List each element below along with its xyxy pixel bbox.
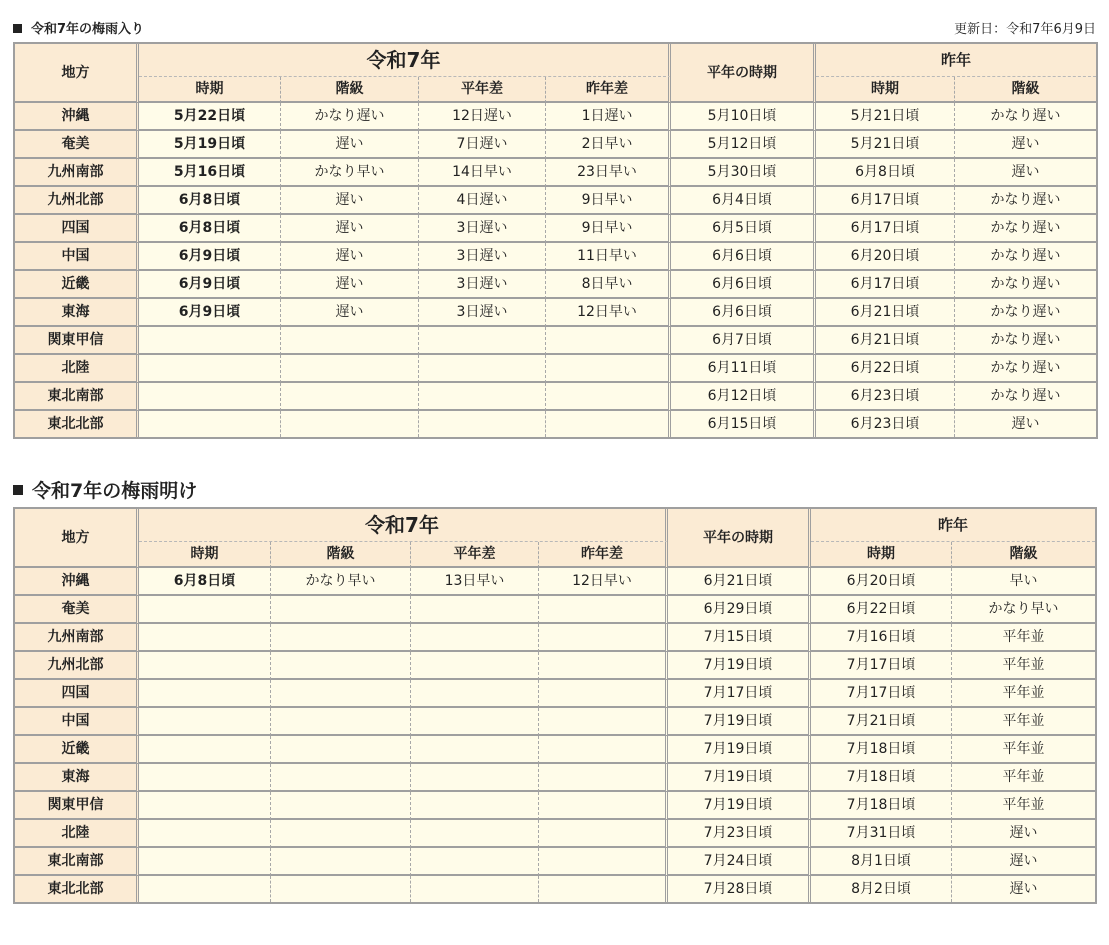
date-cell: 6月8日頃 <box>139 215 281 243</box>
rank-cell: 遅い <box>281 187 419 215</box>
tsuyuake-header <box>13 481 1096 501</box>
last-year-rank-cell: かなり遅い <box>955 215 1096 243</box>
region-cell: 奄美 <box>15 131 139 159</box>
date-cell <box>139 848 271 876</box>
region-cell: 東北北部 <box>15 411 139 437</box>
date-cell: 6月9日頃 <box>139 299 281 327</box>
last-year-date-cell: 6月17日頃 <box>816 271 955 299</box>
region-cell: 九州南部 <box>15 159 139 187</box>
date-cell <box>139 764 271 792</box>
last-year-date-cell: 7月17日頃 <box>811 680 952 708</box>
normal-date-cell: 7月24日頃 <box>668 848 811 876</box>
last-year-date-cell: 5月21日頃 <box>816 103 955 131</box>
date-cell <box>139 383 281 411</box>
date-cell: 6月9日頃 <box>139 243 281 271</box>
date-cell: 5月22日頃 <box>139 103 281 131</box>
date-cell <box>139 327 281 355</box>
normal-date-cell: 7月19日頃 <box>668 736 811 764</box>
normal-date-cell: 6月6日頃 <box>671 299 816 327</box>
last-year-diff-cell: 11日早い <box>546 243 671 271</box>
normal-date-cell: 5月30日頃 <box>671 159 816 187</box>
last-year-diff-cell: 12日早い <box>539 568 668 596</box>
updated-date: 更新日：令和7年6月9日 <box>954 22 1096 37</box>
tsuyuiri-title-text: 令和7年の梅雨入り <box>31 22 145 37</box>
table-row <box>15 568 1095 596</box>
last-year-diff-cell: 9日早い <box>546 187 671 215</box>
date-cell <box>139 820 271 848</box>
subheader-normal-diff: 平年差 <box>419 77 546 103</box>
region-cell: 中国 <box>15 708 139 736</box>
normal-date-cell: 7月23日頃 <box>668 820 811 848</box>
normal-diff-cell <box>411 792 539 820</box>
last-year-diff-cell: 8日早い <box>546 271 671 299</box>
last-year-date-cell: 7月31日頃 <box>811 820 952 848</box>
last-year-rank-cell: かなり遅い <box>955 187 1096 215</box>
normal-diff-cell <box>411 736 539 764</box>
subheader-last-year-date: 時期 <box>811 542 952 568</box>
normal-date-cell: 6月21日頃 <box>668 568 811 596</box>
last-year-diff-cell <box>546 383 671 411</box>
last-year-diff-cell <box>539 820 668 848</box>
normal-diff-cell <box>411 596 539 624</box>
last-year-rank-cell: 遅い <box>955 411 1096 437</box>
last-year-diff-cell <box>539 876 668 902</box>
rank-cell <box>271 708 411 736</box>
region-cell: 東北北部 <box>15 876 139 902</box>
normal-date-cell: 6月4日頃 <box>671 187 816 215</box>
tsuyuake-section <box>13 481 1096 904</box>
tsuyuake-title-text: 令和7年の梅雨明け <box>32 480 198 502</box>
normal-diff-cell: 3日遅い <box>419 271 546 299</box>
last-year-date-cell: 6月21日頃 <box>816 327 955 355</box>
table-row <box>15 327 1096 355</box>
normal-date-cell: 7月15日頃 <box>668 624 811 652</box>
square-bullet-icon <box>13 24 22 33</box>
normal-diff-cell: 3日遅い <box>419 243 546 271</box>
normal-diff-cell <box>411 876 539 902</box>
last-year-diff-cell <box>539 652 668 680</box>
last-year-date-cell: 6月23日頃 <box>816 383 955 411</box>
subheader-normal-diff: 平年差 <box>411 542 539 568</box>
header-this-year: 令和7年 <box>139 44 671 77</box>
rank-cell <box>271 876 411 902</box>
table-row <box>15 596 1095 624</box>
last-year-date-cell: 8月2日頃 <box>811 876 952 902</box>
table-row <box>15 271 1096 299</box>
subheader-last-year-date: 時期 <box>816 77 955 103</box>
last-year-diff-cell <box>546 411 671 437</box>
rank-cell <box>281 411 419 437</box>
last-year-date-cell: 7月21日頃 <box>811 708 952 736</box>
region-cell: 沖縄 <box>15 568 139 596</box>
last-year-date-cell: 7月16日頃 <box>811 624 952 652</box>
last-year-diff-cell <box>539 848 668 876</box>
table-row <box>15 680 1095 708</box>
rank-cell <box>271 820 411 848</box>
region-cell: 九州南部 <box>15 624 139 652</box>
table-row <box>15 624 1095 652</box>
last-year-rank-cell: かなり遅い <box>955 327 1096 355</box>
rank-cell <box>271 764 411 792</box>
normal-diff-cell: 3日遅い <box>419 215 546 243</box>
region-cell: 四国 <box>15 680 139 708</box>
normal-date-cell: 6月12日頃 <box>671 383 816 411</box>
last-year-rank-cell: かなり早い <box>952 596 1095 624</box>
region-cell: 関東甲信 <box>15 327 139 355</box>
last-year-rank-cell: 平年並 <box>952 764 1095 792</box>
last-year-rank-cell: かなり遅い <box>955 299 1096 327</box>
normal-diff-cell: 14日早い <box>419 159 546 187</box>
last-year-rank-cell: 遅い <box>955 159 1096 187</box>
last-year-diff-cell: 12日早い <box>546 299 671 327</box>
last-year-date-cell: 6月21日頃 <box>816 299 955 327</box>
normal-diff-cell: 4日遅い <box>419 187 546 215</box>
normal-diff-cell <box>411 820 539 848</box>
normal-date-cell: 7月19日頃 <box>668 764 811 792</box>
last-year-diff-cell <box>546 327 671 355</box>
last-year-date-cell: 7月18日頃 <box>811 792 952 820</box>
table-row <box>15 652 1095 680</box>
region-cell: 中国 <box>15 243 139 271</box>
last-year-date-cell: 6月17日頃 <box>816 215 955 243</box>
last-year-rank-cell: 遅い <box>955 131 1096 159</box>
rank-cell: かなり遅い <box>281 103 419 131</box>
last-year-diff-cell: 9日早い <box>546 215 671 243</box>
table-row <box>15 187 1096 215</box>
rank-cell: かなり早い <box>271 568 411 596</box>
last-year-diff-cell: 2日早い <box>546 131 671 159</box>
normal-date-cell: 6月7日頃 <box>671 327 816 355</box>
normal-diff-cell: 12日遅い <box>419 103 546 131</box>
header-region: 地方 <box>15 44 139 103</box>
normal-diff-cell <box>419 355 546 383</box>
table-row <box>15 159 1096 187</box>
last-year-date-cell: 5月21日頃 <box>816 131 955 159</box>
header-this-year: 令和7年 <box>139 509 668 542</box>
header-normal: 平年の時期 <box>671 44 816 103</box>
tsuyuiri-table <box>13 42 1098 439</box>
table-row <box>15 792 1095 820</box>
date-cell <box>139 355 281 383</box>
rank-cell <box>271 652 411 680</box>
table-row <box>15 848 1095 876</box>
region-cell: 四国 <box>15 215 139 243</box>
last-year-diff-cell <box>539 708 668 736</box>
last-year-diff-cell <box>539 736 668 764</box>
table-row <box>15 708 1095 736</box>
region-cell: 沖縄 <box>15 103 139 131</box>
last-year-diff-cell <box>539 596 668 624</box>
rank-cell <box>271 792 411 820</box>
subheader-date: 時期 <box>139 77 281 103</box>
last-year-date-cell: 6月8日頃 <box>816 159 955 187</box>
normal-diff-cell <box>411 764 539 792</box>
rank-cell: 遅い <box>281 299 419 327</box>
header-last-year: 昨年 <box>816 44 1096 77</box>
rank-cell <box>281 327 419 355</box>
normal-date-cell: 5月12日頃 <box>671 131 816 159</box>
table-row <box>15 736 1095 764</box>
subheader-last-year-rank: 階級 <box>955 77 1096 103</box>
normal-date-cell: 6月5日頃 <box>671 215 816 243</box>
rank-cell <box>271 624 411 652</box>
date-cell <box>139 680 271 708</box>
date-cell <box>139 736 271 764</box>
tsuyuake-title <box>13 479 197 503</box>
tsuyuiri-header <box>13 20 1096 40</box>
last-year-rank-cell: 平年並 <box>952 792 1095 820</box>
normal-diff-cell <box>419 383 546 411</box>
tsuyuiri-title <box>13 22 144 38</box>
normal-date-cell: 7月19日頃 <box>668 792 811 820</box>
rank-cell: 遅い <box>281 131 419 159</box>
last-year-diff-cell <box>539 680 668 708</box>
date-cell <box>139 411 281 437</box>
table-row <box>15 103 1096 131</box>
last-year-rank-cell: 平年並 <box>952 680 1095 708</box>
normal-date-cell: 7月17日頃 <box>668 680 811 708</box>
last-year-rank-cell: かなり遅い <box>955 243 1096 271</box>
last-year-diff-cell: 23日早い <box>546 159 671 187</box>
date-cell: 6月8日頃 <box>139 568 271 596</box>
table-row <box>15 299 1096 327</box>
rank-cell <box>281 355 419 383</box>
rank-cell <box>271 680 411 708</box>
subheader-last-year-diff: 昨年差 <box>539 542 668 568</box>
table-row <box>15 411 1096 437</box>
rank-cell <box>271 736 411 764</box>
normal-date-cell: 6月6日頃 <box>671 243 816 271</box>
date-cell <box>139 596 271 624</box>
last-year-date-cell: 7月17日頃 <box>811 652 952 680</box>
rank-cell <box>271 848 411 876</box>
table-row <box>15 215 1096 243</box>
normal-diff-cell: 13日早い <box>411 568 539 596</box>
normal-diff-cell <box>411 848 539 876</box>
normal-date-cell: 7月28日頃 <box>668 876 811 902</box>
subheader-rank: 階級 <box>271 542 411 568</box>
date-cell: 5月16日頃 <box>139 159 281 187</box>
normal-diff-cell: 7日遅い <box>419 131 546 159</box>
normal-date-cell: 5月10日頃 <box>671 103 816 131</box>
last-year-rank-cell: かなり遅い <box>955 383 1096 411</box>
region-cell: 九州北部 <box>15 187 139 215</box>
last-year-rank-cell: 早い <box>952 568 1095 596</box>
last-year-date-cell: 6月23日頃 <box>816 411 955 437</box>
region-cell: 九州北部 <box>15 652 139 680</box>
header-region: 地方 <box>15 509 139 568</box>
region-cell: 東北南部 <box>15 383 139 411</box>
date-cell: 6月9日頃 <box>139 271 281 299</box>
last-year-date-cell: 6月22日頃 <box>816 355 955 383</box>
tsuyuiri-section <box>13 20 1096 439</box>
last-year-diff-cell <box>539 624 668 652</box>
table-row <box>15 820 1095 848</box>
last-year-rank-cell: 平年並 <box>952 624 1095 652</box>
normal-diff-cell <box>411 624 539 652</box>
last-year-rank-cell: 遅い <box>952 820 1095 848</box>
last-year-diff-cell: 1日遅い <box>546 103 671 131</box>
date-cell <box>139 624 271 652</box>
last-year-date-cell: 6月22日頃 <box>811 596 952 624</box>
normal-diff-cell <box>411 708 539 736</box>
rank-cell: 遅い <box>281 243 419 271</box>
date-cell <box>139 652 271 680</box>
date-cell <box>139 876 271 902</box>
last-year-date-cell: 8月1日頃 <box>811 848 952 876</box>
normal-diff-cell <box>419 327 546 355</box>
rank-cell: 遅い <box>281 271 419 299</box>
subheader-rank: 階級 <box>281 77 419 103</box>
normal-date-cell: 6月6日頃 <box>671 271 816 299</box>
last-year-rank-cell: かなり遅い <box>955 271 1096 299</box>
subheader-date: 時期 <box>139 542 271 568</box>
date-cell: 5月19日頃 <box>139 131 281 159</box>
last-year-date-cell: 6月20日頃 <box>816 243 955 271</box>
normal-date-cell: 6月11日頃 <box>671 355 816 383</box>
normal-date-cell: 6月29日頃 <box>668 596 811 624</box>
last-year-rank-cell: 遅い <box>952 876 1095 902</box>
normal-date-cell: 7月19日頃 <box>668 652 811 680</box>
last-year-date-cell: 6月20日頃 <box>811 568 952 596</box>
last-year-rank-cell: かなり遅い <box>955 103 1096 131</box>
normal-diff-cell: 3日遅い <box>419 299 546 327</box>
table-row <box>15 243 1096 271</box>
last-year-rank-cell: 平年並 <box>952 708 1095 736</box>
normal-date-cell: 6月15日頃 <box>671 411 816 437</box>
last-year-date-cell: 7月18日頃 <box>811 764 952 792</box>
date-cell <box>139 792 271 820</box>
last-year-rank-cell: 平年並 <box>952 652 1095 680</box>
rank-cell <box>271 596 411 624</box>
region-cell: 東海 <box>15 299 139 327</box>
header-normal: 平年の時期 <box>668 509 811 568</box>
tsuyuake-table <box>13 507 1097 904</box>
last-year-date-cell: 6月17日頃 <box>816 187 955 215</box>
region-cell: 近畿 <box>15 736 139 764</box>
rank-cell <box>281 383 419 411</box>
date-cell: 6月8日頃 <box>139 187 281 215</box>
last-year-rank-cell: 平年並 <box>952 736 1095 764</box>
region-cell: 北陸 <box>15 355 139 383</box>
last-year-diff-cell <box>546 355 671 383</box>
header-last-year: 昨年 <box>811 509 1095 542</box>
subheader-last-year-rank: 階級 <box>952 542 1095 568</box>
last-year-diff-cell <box>539 792 668 820</box>
last-year-date-cell: 7月18日頃 <box>811 736 952 764</box>
last-year-rank-cell: 遅い <box>952 848 1095 876</box>
date-cell <box>139 708 271 736</box>
region-cell: 東北南部 <box>15 848 139 876</box>
last-year-diff-cell <box>539 764 668 792</box>
last-year-rank-cell: かなり遅い <box>955 355 1096 383</box>
table-row <box>15 383 1096 411</box>
subheader-last-year-diff: 昨年差 <box>546 77 671 103</box>
region-cell: 奄美 <box>15 596 139 624</box>
rank-cell: かなり早い <box>281 159 419 187</box>
region-cell: 関東甲信 <box>15 792 139 820</box>
normal-date-cell: 7月19日頃 <box>668 708 811 736</box>
region-cell: 北陸 <box>15 820 139 848</box>
normal-diff-cell <box>411 652 539 680</box>
normal-diff-cell <box>419 411 546 437</box>
table-row <box>15 355 1096 383</box>
rank-cell: 遅い <box>281 215 419 243</box>
region-cell: 近畿 <box>15 271 139 299</box>
table-row <box>15 764 1095 792</box>
table-row <box>15 131 1096 159</box>
region-cell: 東海 <box>15 764 139 792</box>
square-bullet-icon <box>13 485 23 495</box>
normal-diff-cell <box>411 680 539 708</box>
table-row <box>15 876 1095 902</box>
